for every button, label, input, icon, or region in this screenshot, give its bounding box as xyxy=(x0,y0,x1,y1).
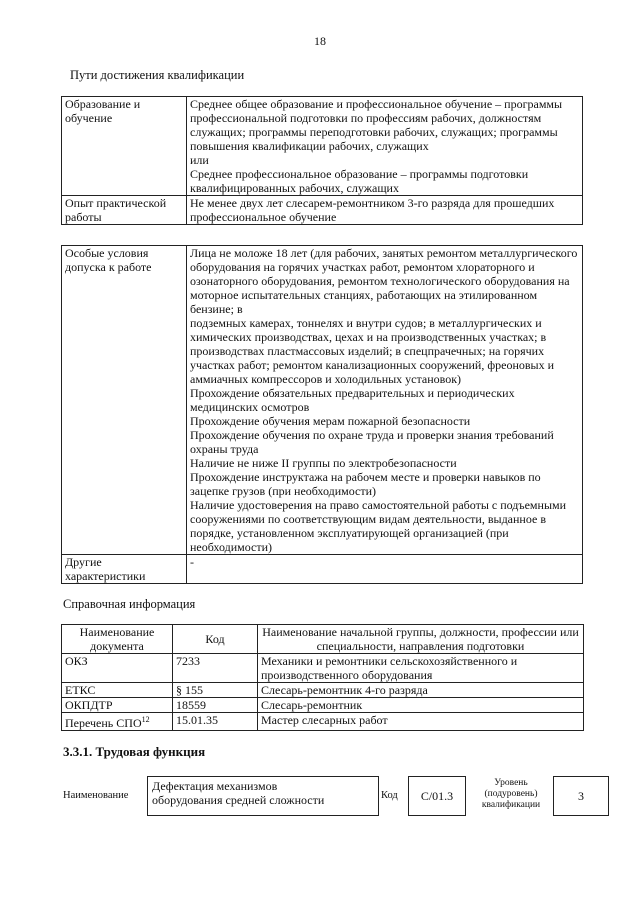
cell-name: Слесарь-ремонтник xyxy=(258,698,584,713)
header-name: Наименование начальной группы, должности, профессии или специальности, направления подготовки xyxy=(258,625,584,654)
cell-code: § 155 xyxy=(173,683,258,698)
code-label: Код xyxy=(381,790,398,801)
table-row xyxy=(62,97,583,196)
table-row xyxy=(62,555,583,584)
cell-name: Мастер слесарных работ xyxy=(258,713,584,731)
name-value: Дефектация механизмов оборудования средней сложности xyxy=(147,776,379,816)
level-value: 3 xyxy=(553,776,609,816)
cell-doc: ОКПДТР xyxy=(62,698,173,713)
function-header xyxy=(61,774,621,822)
row-label-experience: Опыт практической работы xyxy=(62,196,187,225)
table-row xyxy=(62,683,584,698)
code-value: C/01.3 xyxy=(408,776,466,816)
section-qualification-paths: Пути достижения квалификации xyxy=(70,68,245,82)
table-row xyxy=(62,713,584,731)
function-title: 3.3.1. Трудовая функция xyxy=(63,744,206,759)
cell-name: Слесарь-ремонтник 4-го разряда xyxy=(258,683,584,698)
cell-doc: Перечень СПО$^{12}$ xyxy=(62,713,173,731)
row-value-experience: Не менее двух лет слесарем-ремонтником 3-го разряда для прошедших профессиональное обучение xyxy=(187,196,583,225)
table-row xyxy=(62,196,583,225)
cell-code: 7233 xyxy=(173,654,258,683)
cell-code: 15.01.35 xyxy=(173,713,258,731)
footnote-ref: 12 xyxy=(141,715,150,724)
cell-doc: ОКЗ xyxy=(62,654,173,683)
header-document: Наименование документа xyxy=(62,625,173,654)
table-row xyxy=(62,246,583,555)
row-value-other: - xyxy=(187,555,583,584)
qualification-table xyxy=(61,96,583,225)
row-value-education: Среднее общее образование и профессиональное обучение – программы профессиональной подготовки по профессиям рабочих, должностям служащих; программы переподготовки рабочих, служащих; программы повышения квалификации рабочих, служащих или Среднее профессиональное образование – программы подготовки квалифицированных рабочих, служащих xyxy=(187,97,583,196)
row-value-special-conditions: Лица не моложе 18 лет (для рабочих, занятых ремонтом металлургического оборудования на горячих участках работ, ремонтом хлораторного и озонаторного оборудования, ремонтом технологического оборудования на моторное испытательных станциях, работающих на этилированном бензине; в подземных камерах, тоннелях и внутри судов; в металлургических и химических производствах, цехах и на производственных участках; в производствах пластмассовых изделий; в спецпрачечных; на горячих участках работ; ремонтом канализационных сооружений, фреоновых и аммиачных компрессоров и холодильных установок) Прохождение обязательных предварительных и периодических медицинских осмотров Прохождение обучения мерам пожарной безопасности Прохождение обучения по охране труда и проверки знания требований охраны труда Наличие не ниже II группы по электробезопасности Прохождение инструктажа на рабочем месте и проверки навыков по зацепке грузов (при необходимости) Наличие удостоверения на право самостоятельной работы с подъемными сооружениями по соответствующим видам деятельности, выданное в порядке, установленном эксплуатирующей организацией (при необходимости) xyxy=(187,246,583,555)
level-label: Уровень (подуровень) квалификации xyxy=(481,778,541,810)
row-label-education: Образование и обучение xyxy=(62,97,187,196)
table-row xyxy=(62,654,584,683)
name-label: Наименование xyxy=(63,790,129,801)
table-row xyxy=(62,698,584,713)
row-label-other: Другие характеристики xyxy=(62,555,187,584)
conditions-table xyxy=(61,245,583,584)
section-reference-info: Справочная информация xyxy=(63,597,196,611)
cell-doc: ЕТКС xyxy=(62,683,173,698)
table-header-row xyxy=(62,625,584,654)
header-code: Код xyxy=(173,625,258,654)
cell-name: Механики и ремонтники сельскохозяйственного и производственного оборудования xyxy=(258,654,584,683)
cell-code: 18559 xyxy=(173,698,258,713)
page-number: 18 xyxy=(314,34,326,48)
row-label-special-conditions: Особые условия допуска к работе xyxy=(62,246,187,555)
reference-table xyxy=(61,624,584,731)
